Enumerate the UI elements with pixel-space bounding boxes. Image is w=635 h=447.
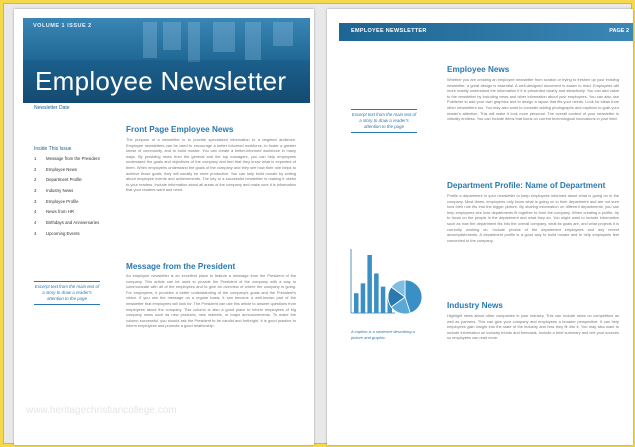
page-number: PAGE 2 xyxy=(609,28,629,34)
toc-item[interactable]: 4 Birthdays and Anniversaries xyxy=(34,220,100,226)
page-2 xyxy=(327,9,633,445)
table-of-contents xyxy=(34,156,114,242)
pull-quote: Excerpt text from the main text of a story to draw a reader's attention to the page xyxy=(351,109,417,133)
newsletter-title: Employee Newsletter xyxy=(35,66,287,96)
chart-bar xyxy=(354,293,359,313)
chart-graphic xyxy=(349,247,429,317)
pull-quote: Excerpt text from the main text of a story to draw a reader's attention to the page xyxy=(34,281,100,305)
toc-item[interactable]: 1 Message from the President xyxy=(34,156,100,161)
employee-news-body: Whether you are creating an employee newsletter from scratch or trying to freshen up your existing newsletter, a great design is essential. A well-designed document is easier to read. Employees will more readily understand the information if it is presented clearly and attractively. You can add value to the newsletter by including news and other information about your employees. You can also use Publisher to add your own graphics and to design a layout that fits your needs. Look for ideas from other newsletters too. You may also want to consider adding photographs and captions to grab your reader's attention. This will make it look more personal. The overall content of your newsletter is virtually endless. You can include items that focus on current technological innovations in your field. xyxy=(447,77,619,122)
president-body: An employee newsletter is an excellent place to feature a message from the President of the company. This article can be used to provide the President of the company with a way to communicate with all of the employees and to give an overview of where the company is going. For employees, it provides a better understanding of the company's goals and the President's vision. If you use the message on a regular basis, it can become a well-known part of the newsletter that employees will look for. The President can use this article to answer questions from employees about the company. This column is also a good place to inform employees of big company news such as new products, new markets, or major announcements. To make the column successful, you should ask the President to be candid and forthright. It is good practice to inform employees and promote a good relationship. xyxy=(126,273,296,329)
banner xyxy=(23,18,310,103)
industry-heading: Industry News xyxy=(447,301,503,310)
toc-item[interactable]: 2 Employee News xyxy=(34,166,78,172)
header-title: EMPLOYEE NEWSLETTER xyxy=(351,28,427,34)
toc-item[interactable]: 4 News from HR xyxy=(34,209,74,215)
industry-body: Highlight news about other companies in your industry. This can include news on competitors as well as partners. This can give your company and employees a broader perspective. It can help employees gain insight into the state of the industry and how they fit into it. You may also want to include information on industry trends and forecasts. Include a brief summary and cite your sources so employees can read more. xyxy=(447,313,619,341)
chart-bar xyxy=(367,255,372,313)
chart-bar xyxy=(381,287,386,313)
page-1 xyxy=(14,9,314,445)
department-body: Profile a department in your newsletter to keep employees informed about what is going on in the company. Most times, employees only know what is going on in their department and are not sure how their role fits into the bigger picture. By sharing information on different departments, you can help employees see how departments fit together to form the company. When creating a profile, try to focus on the people in the department and what they do. You might want to include information such as how the department fits into the overall company, what its goals are, and what projects it is currently working on. Include photos of the department employees and any recent accomplishments. A department profile is a good way to build morale and to help employees feel connected to the company. xyxy=(447,193,619,243)
toc-item[interactable]: 3 Employee Profile xyxy=(34,198,79,204)
toc-item[interactable]: 3 Industry News xyxy=(34,188,74,194)
toc-item[interactable]: 2 Department Profile xyxy=(34,177,82,183)
chart-bar xyxy=(361,283,366,313)
inside-issue-title: Inside This Issue xyxy=(34,146,72,152)
figure-caption: A caption is a sentence describing a picture and graphic. xyxy=(351,329,415,340)
front-page-heading: Front Page Employee News xyxy=(126,125,234,134)
employee-news-heading: Employee News xyxy=(447,65,510,74)
watermark: www.heritagechristiancollege.com xyxy=(26,405,177,416)
page-header xyxy=(339,23,633,41)
department-heading: Department Profile: Name of Department xyxy=(447,181,606,190)
chart-bar xyxy=(374,273,379,313)
front-page-body: The purpose of a newsletter is to provide specialized information to a targeted audience. Employee newsletters can be used to encourage a better informed workforce, to foster a greater sense of community, and to build morale. You can create a better-informed workforce in many ways. By providing news from the general and the top managers, you can help employees understand the goals and objectives of the company and feel that they know what is expected of them. When employees understand the goals of the company and they see how their role helps to achieve those goals, they will usually be more productive. You can help build morale by writing about employee events and achievements. The key to a successful newsletter is making it useful to your readers. Include information about all areas of the company and make sure it is information that your readers want and need. xyxy=(126,137,296,193)
canvas-frame xyxy=(3,3,632,444)
volume-label: VOLUME 1 ISSUE 2 xyxy=(33,23,92,29)
newsletter-date: Newsletter Date xyxy=(34,105,70,111)
president-heading: Message from the President xyxy=(126,262,236,271)
toc-item[interactable]: 4 Upcoming Events xyxy=(34,230,80,236)
